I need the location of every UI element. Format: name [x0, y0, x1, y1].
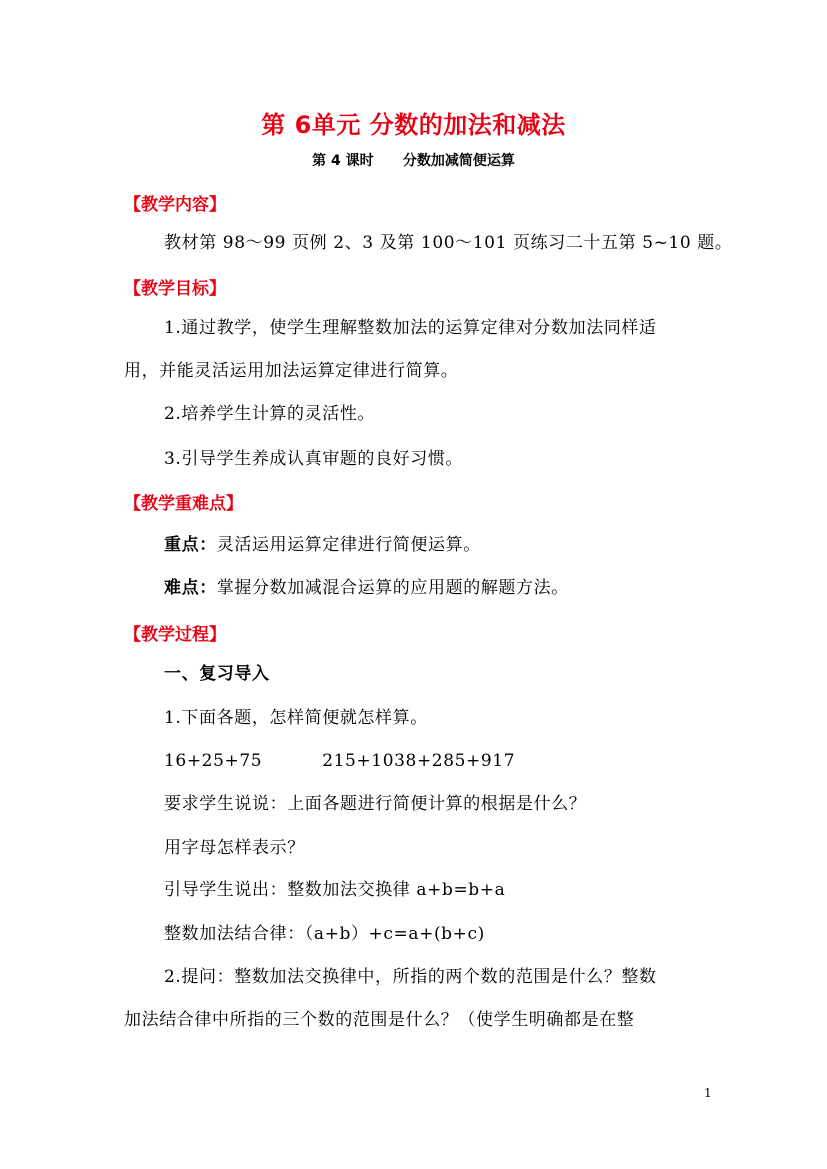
paragraph-6-line-1: 2.提问：整数加法交换律中，所指的两个数的范围是什么？整数 [164, 967, 657, 987]
paragraph-1: 1.下面各题，怎样简便就怎样算。 [164, 708, 428, 728]
content-heading: 【教学内容】 [124, 195, 226, 215]
key-point [164, 533, 714, 557]
paragraph-3: 用字母怎样表示？ [164, 838, 305, 858]
goal-1-line-2: 用，并能灵活运用加法运算定律进行简算。 [124, 361, 459, 381]
expressions-row [164, 749, 714, 773]
paragraph-2: 要求学生说说：上面各题进行简便计算的根据是什么？ [164, 794, 587, 814]
unit-title: 第 6单元 分数的加法和减法 [261, 111, 566, 139]
goal-2: 2.培养学生计算的灵活性。 [164, 404, 376, 424]
content-text: 教材第 98～99 页例 2、3 及第 100～101 页练习二十五第 5~10 题。 [164, 233, 733, 253]
paragraph-5: 整数加法结合律：（a+b）+c=a+(b+c) [164, 924, 485, 944]
paragraph-6-line-2: 加法结合律中所指的三个数的范围是什么？（使学生明确都是在整 [124, 1010, 635, 1030]
difficulty-text: 掌握分数加减混合运算的应用题的解题方法。 [216, 578, 569, 598]
key-points-heading: 【教学重难点】 [124, 494, 243, 514]
key-text: 灵活运用运算定律进行简便运算。 [216, 535, 481, 555]
paragraph-4: 引导学生说出：整数加法交换律 a+b=b+a [164, 880, 506, 900]
difficulty-label: 难点： [164, 578, 217, 598]
process-heading: 【教学过程】 [124, 625, 226, 645]
lesson-subtitle: 第 4 课时 分数加减简便运算 [312, 153, 515, 169]
page-number: 1 [704, 1086, 712, 1100]
goal-3: 3.引导学生养成认真审题的良好习惯。 [164, 449, 464, 469]
expression-1: 16+25+75 [164, 751, 263, 771]
goal-1-line-1: 1.通过教学，使学生理解整数加法的运算定律对分数加法同样适 [164, 318, 657, 338]
part-1-heading: 一、复习导入 [164, 664, 270, 684]
difficulty-point [164, 576, 714, 600]
key-label: 重点： [164, 535, 217, 555]
expression-2: 215+1038+285+917 [322, 751, 516, 771]
goals-heading: 【教学目标】 [124, 279, 226, 299]
